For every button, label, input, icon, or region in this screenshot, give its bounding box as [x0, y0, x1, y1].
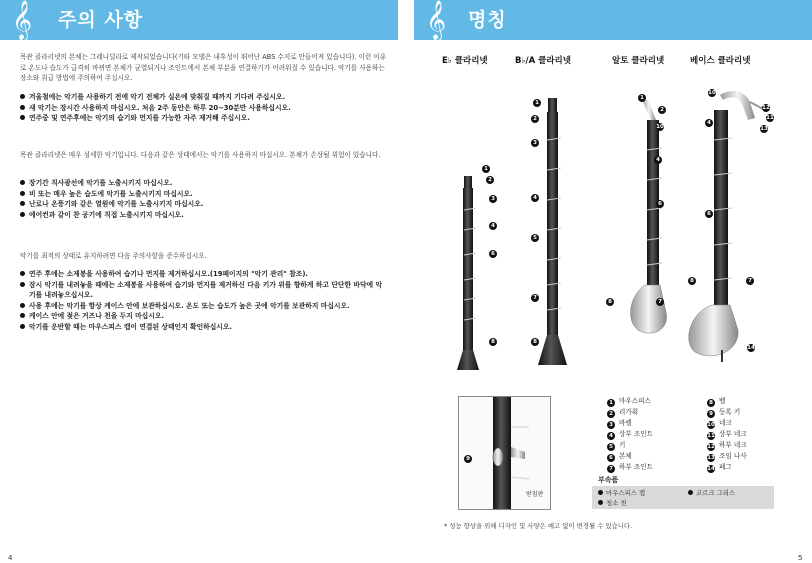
list-item: 겨울철에는 악기를 사용하기 전에 악기 전체가 실온에 맞춰질 때까지 기다려 주십시오.	[20, 92, 388, 103]
disclaimer-note: * 성능 향상을 위해 디자인 및 사양은 예고 없이 변경될 수 있습니다.	[444, 522, 633, 530]
list-item: 11 상부 네크	[707, 430, 747, 439]
list-item: 사용 후에는 악기를 항상 케이스 안에 보관하십시오. 온도 또는 습도가 높은 곳에 악기를 보관하지 마십시오.	[20, 301, 388, 312]
callout-marker: 2	[531, 115, 539, 123]
callout-marker: 9	[464, 455, 472, 463]
instrument-illustrations	[420, 80, 812, 380]
paragraph-3: 악기를 최적의 상태로 유지하려면 다음 주의사항을 준수하십시오.	[20, 252, 207, 260]
callout-marker: 14	[747, 345, 755, 351]
treble-clef-icon: 𝄞	[12, 0, 33, 40]
bullet-list-a	[20, 92, 388, 124]
callout-marker: 13	[760, 126, 768, 132]
left-page-title: 주의 사항	[58, 9, 144, 31]
list-item: 6 본체	[607, 451, 653, 462]
list-item: 2 리가춰	[607, 407, 653, 418]
callout-marker: 6	[705, 210, 713, 218]
list-item: 4 상부 조인트	[607, 429, 653, 440]
callout-marker: 8	[531, 338, 539, 346]
accessories-box	[592, 486, 774, 509]
page-number-left: 4	[8, 554, 13, 562]
list-item: 청소 천	[598, 498, 627, 507]
callout-marker: 7	[656, 298, 664, 306]
list-item: 1 마우스피스	[607, 396, 653, 407]
callout-marker: 11	[766, 115, 774, 121]
callout-marker: 2	[658, 106, 666, 114]
callout-marker: 1	[533, 99, 541, 107]
detail-label: 받침판	[526, 491, 544, 498]
callout-marker: 7	[531, 294, 539, 302]
list-item: 10 네크	[707, 419, 732, 428]
callout-marker: 4	[489, 222, 497, 230]
callout-marker: 8	[688, 277, 696, 285]
list-item: 케이스 안에 젖은 거즈나 천을 두지 마십시오.	[20, 311, 388, 322]
list-item: 8 벨	[707, 396, 747, 407]
parts-legend-col2	[707, 396, 747, 473]
callout-marker: 2	[486, 176, 494, 184]
list-item: 새 악기는 장시간 사용하지 마십시오. 처음 2주 동안은 하루 20~30분만 사용하십시오.	[20, 103, 388, 114]
callout-marker: 7	[746, 277, 754, 285]
list-item: 잠시 악기를 내려놓을 때에는 소제봉을 사용하여 습기와 먼지를 제거하신 다음 키가 위를 향하게 하고 단단한 바닥에 악기를 내려놓으십시오.	[20, 280, 388, 301]
right-page-title: 명칭	[468, 9, 507, 31]
page-number-right: 5	[798, 554, 803, 562]
bass-clarinet-illustration	[689, 91, 765, 362]
list-item: 12 하부 네크	[707, 441, 747, 450]
list-item: 난로나 온풍기와 같은 열원에 악기를 노출시키지 마십시오.	[20, 199, 388, 210]
list-item: 14 페그	[707, 463, 732, 472]
label-bass-clarinet: 베이스 클라리넷	[690, 56, 751, 66]
callout-marker: 1	[638, 94, 646, 102]
callout-marker: 5	[531, 234, 539, 242]
callout-marker: 10	[656, 124, 664, 130]
callout-marker: 3	[531, 139, 539, 147]
parts-legend-col1	[607, 396, 653, 473]
eflat-clarinet-illustration	[457, 176, 479, 370]
list-item: 3 바렐	[607, 418, 653, 429]
callout-marker: 8	[606, 298, 614, 306]
callout-marker: 10	[708, 90, 716, 96]
list-item: 에어컨과 같이 찬 공기에 직접 노출시키지 마십시오.	[20, 210, 388, 221]
callout-marker: 12	[762, 105, 770, 111]
list-item: 코르크 그리스	[688, 488, 735, 497]
callout-marker: 1	[482, 165, 490, 173]
callout-marker: 6	[489, 250, 497, 258]
callout-marker: 4	[531, 194, 539, 202]
label-bflat-a-clarinet: B♭/A 클라리넷	[515, 56, 571, 66]
callout-marker: 4	[654, 156, 662, 164]
treble-clef-icon: 𝄞	[426, 0, 447, 40]
detail-inset	[458, 396, 551, 510]
callout-marker: 4	[705, 119, 713, 127]
right-header-bar	[414, 0, 812, 40]
left-header-bar	[0, 0, 398, 40]
label-eflat-clarinet: E♭ 클라리넷	[442, 56, 488, 66]
list-item: 13 조임 나사	[707, 452, 747, 461]
callout-marker: 6	[656, 200, 664, 208]
list-item: 마우스피스 캡	[598, 488, 645, 497]
list-item: 악기를 운반할 때는 마우스피스 캡이 연결된 상태인지 확인하십시오.	[20, 322, 388, 333]
list-item: 9 등록 키	[707, 407, 747, 418]
list-item: 장기간 직사광선에 악기를 노출시키지 마십시오.	[20, 178, 388, 189]
callout-marker: 3	[489, 195, 497, 203]
callout-marker: 8	[489, 338, 497, 346]
paragraph-2: 목관 클라리넷은 매우 섬세한 악기입니다. 다음과 같은 상태에서는 악기를 사용하지 마십시오. 본체가 손상될 위험이 있습니다.	[20, 151, 381, 159]
list-item: 연주중 및 연주후에는 악기의 습기와 먼지를 가능한 자주 제거해 주십시오.	[20, 113, 388, 124]
bullet-list-b	[20, 178, 388, 220]
bullet-list-c	[20, 269, 388, 333]
list-item: 비 또는 매우 높은 습도에 악기를 노출시키지 마십시오.	[20, 189, 388, 200]
intro-paragraph: 목관 클라리넷의 본체는 그레나딜라로 제작되었습니다(기타 모델은 내후성이 뛰어난 ABS 수지로 만들어져 있습니다). 이런 이유로 온도나 습도가 급격히 바뀌면 본체가 균열되거나 조인트에서 본체 부분을 연결하기가 어려워질 수 있습니다. 악기를 사용하는 장소와 취급 방법에 주의하여 주십시오.	[20, 53, 387, 83]
list-item: 5 키	[607, 440, 653, 451]
accessories-title: 부속품	[598, 476, 619, 484]
list-item: 7 하부 조인트	[607, 462, 653, 473]
list-item: 연주 후에는 소제봉을 사용하여 습기나 먼지를 제거하십시오.(19페이지의 "악기 관리" 참조).	[20, 269, 388, 280]
label-alto-clarinet: 알토 클라리넷	[612, 56, 665, 66]
bflat-clarinet-illustration	[538, 98, 567, 365]
